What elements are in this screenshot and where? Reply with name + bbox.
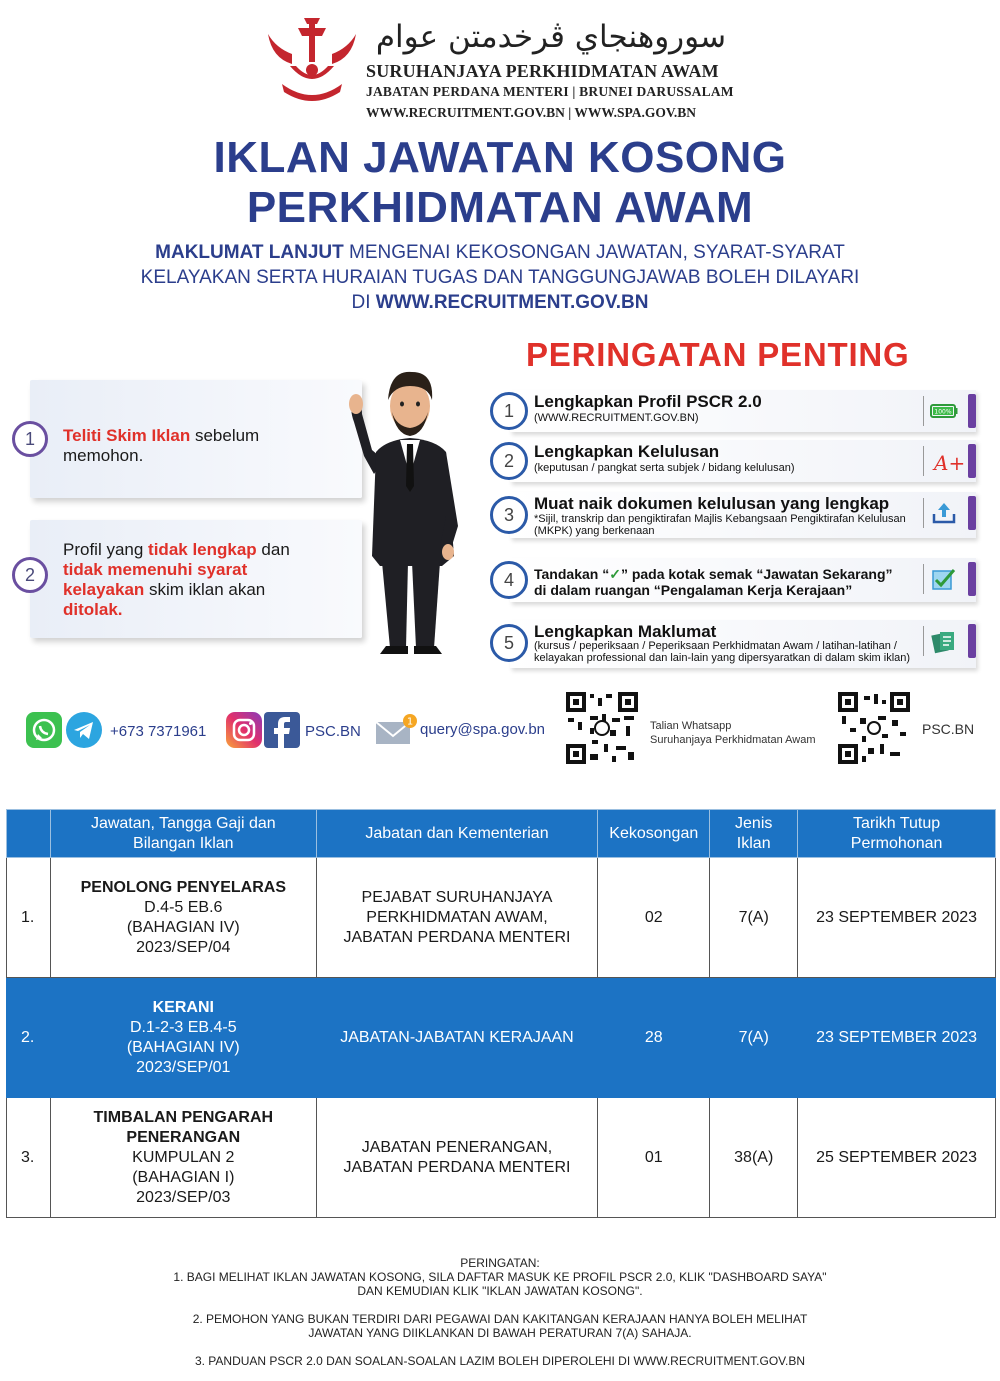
subtitle-url: WWW.RECRUITMENT.GOV.BN xyxy=(375,292,649,313)
tip-2-text-b: dan xyxy=(256,540,290,559)
footer-note-2b: JAWATAN YANG DIIKLANKAN DI BAWAH PERATURAN 7(A) SAHAJA. xyxy=(308,1326,692,1340)
warning-number-2: 2 xyxy=(490,442,528,480)
header-closing-line2: Permohonan xyxy=(850,834,943,852)
warning-item-4-line2: di dalam ruangan “Pengalaman Kerja Kerajaan” xyxy=(534,582,853,598)
row-number: 2. xyxy=(7,978,51,1098)
warning-item-1-detail: (WWW.RECRUITMENT.GOV.BN) xyxy=(534,412,699,424)
documents-icon xyxy=(930,628,958,654)
closing-date-cell: 23 SEPTEMBER 2023 xyxy=(798,978,996,1098)
department-line3: JABATAN PERDANA MENTERI xyxy=(343,928,571,946)
warning-item-3 xyxy=(510,492,976,538)
closing-date-cell: 23 SEPTEMBER 2023 xyxy=(798,858,996,978)
whatsapp-icon[interactable] xyxy=(26,712,62,748)
footer-note-3: 3. PANDUAN PSCR 2.0 DAN SOALAN-SOALAN LAZIM BOLEH DIPEROLEHI DI WWW.RECRUITMENT.GOV.BN xyxy=(194,1354,806,1368)
divider xyxy=(923,626,924,656)
warning-number-1: 1 xyxy=(490,392,528,430)
ad-reference: 2023/SEP/04 xyxy=(136,938,231,956)
position-cell xyxy=(50,858,316,978)
email-icon[interactable] xyxy=(374,712,416,748)
subtitle-line3 xyxy=(0,290,1000,315)
org-department: JABATAN PERDANA MENTERI | BRUNEI DARUSSALAM xyxy=(366,84,734,99)
divider xyxy=(923,564,924,594)
department-line2: JABATAN PERDANA MENTERI xyxy=(343,1158,571,1176)
battery-label: 100% xyxy=(934,408,952,416)
subtitle-bold: MAKLUMAT LANJUT xyxy=(155,242,344,263)
position-cell xyxy=(50,1098,316,1218)
subtitle-line1 xyxy=(0,240,1000,265)
accent-bar xyxy=(968,562,976,596)
salary-scale: KUMPULAN 2 xyxy=(132,1148,235,1166)
footer-heading: PERINGATAN: xyxy=(460,1256,540,1270)
tip-text-2 xyxy=(63,540,290,620)
department-cell xyxy=(316,1098,598,1218)
grade-label: A+ xyxy=(934,451,966,475)
vacancies-cell: 02 xyxy=(598,858,710,978)
checkbox-icon xyxy=(930,566,958,592)
warning-number-5: 5 xyxy=(490,624,528,662)
closing-date-cell: 25 SEPTEMBER 2023 xyxy=(798,1098,996,1218)
qr-whatsapp-caption xyxy=(650,719,816,747)
footer-note-1b: DAN KEMUDIAN KLIK "IKLAN JAWATAN KOSONG". xyxy=(357,1284,643,1298)
org-name-jawi: سوروهنجاي ڤرخدمتن عوام xyxy=(375,19,727,55)
telegram-icon[interactable] xyxy=(66,712,102,748)
position-name: PENOLONG PENYELARAS xyxy=(80,878,286,896)
header-ad-type-line1: Jenis xyxy=(735,814,773,832)
subtitle-line2: KELAYAKAN SERTA HURAIAN TUGAS DAN TANGGUNGJAWAB BOLEH DILAYARI xyxy=(140,267,860,288)
footer-note-1a: 1. BAGI MELIHAT IKLAN JAWATAN KOSONG, SILA DAFTAR MASUK KE PROFIL PSCR 2.0, KLIK "DASHBOARD SAYA" xyxy=(173,1270,827,1284)
facebook-icon[interactable] xyxy=(264,712,300,748)
vacancy-table xyxy=(6,809,996,1218)
warning-item-5-heading: Lengkapkan Maklumat xyxy=(534,622,717,641)
warning-item-4 xyxy=(510,558,976,602)
page-title-line2: PERKHIDMATAN AWAM xyxy=(246,183,754,232)
accent-bar xyxy=(968,444,976,478)
email-address[interactable]: query@spa.gov.bn xyxy=(420,721,546,738)
tip-text-1 xyxy=(63,426,259,466)
warning-item-2-detail: (keputusan / pangkat serta subjek / bidang kelulusan) xyxy=(534,462,795,474)
accent-bar xyxy=(968,496,976,530)
header-position-line2: Bilangan Iklan xyxy=(133,834,234,852)
table-row xyxy=(7,978,996,1098)
warning-item-4-head-b: ” pada kotak semak “Jawatan Sekarang” xyxy=(620,566,893,582)
row-number: 1. xyxy=(7,858,51,978)
vacancies-cell: 28 xyxy=(598,978,710,1098)
header-number xyxy=(7,810,51,858)
warning-item-4-head-a: Tandakan “ xyxy=(534,566,610,582)
header-vacancies: Kekosongan xyxy=(598,810,710,858)
department-cell xyxy=(316,858,598,978)
tip-2-highlight-a: tidak lengkap xyxy=(148,540,257,559)
tip-2-text-a: Profil yang xyxy=(63,540,149,559)
warning-item-2-heading: Lengkapkan Kelulusan xyxy=(534,442,720,461)
tip-2-highlight-c: kelayakan xyxy=(63,580,145,599)
tip-2-highlight-b: tidak memenuhi syarat xyxy=(63,560,248,579)
tip-number-2: 2 xyxy=(12,557,48,593)
header-closing-date xyxy=(798,810,996,858)
tip-2-text-c: skim iklan akan xyxy=(144,580,266,599)
department-line1: JABATAN PENERANGAN, xyxy=(361,1138,553,1156)
ad-reference: 2023/SEP/01 xyxy=(136,1058,231,1076)
division: (BAHAGIAN I) xyxy=(132,1168,235,1186)
position-cell xyxy=(50,978,316,1098)
warning-item-3-detail-1: *Sijil, transkrip dan pengiktirafan Majlis Kebangsaan Pengiktirafan Kelulusan xyxy=(534,513,906,525)
warning-item-5-detail-2: kelayakan professional dan lain-lain yang dipersyaratkan di dalam skim iklan) xyxy=(534,652,911,664)
psc-qr-code[interactable] xyxy=(838,692,910,764)
position-name-line2: PENERANGAN xyxy=(126,1128,241,1146)
ad-type-cell: 38(A) xyxy=(710,1098,798,1218)
social-handle[interactable]: PSC.BN xyxy=(305,723,361,740)
header-block xyxy=(366,14,736,124)
header-ad-type-line2: Iklan xyxy=(736,834,771,852)
department-line2: PERKHIDMATAN AWAM, xyxy=(366,908,548,926)
header-position-line1: Jawatan, Tangga Gaji dan xyxy=(90,814,276,832)
qr-psc-caption: PSC.BN xyxy=(922,721,975,737)
vacancies-cell: 01 xyxy=(598,1098,710,1218)
divider xyxy=(923,446,924,476)
divider xyxy=(923,498,924,528)
tip-2-highlight-d: ditolak. xyxy=(63,600,123,619)
department-line1: PEJABAT SURUHANJAYA xyxy=(361,888,553,906)
instagram-icon[interactable] xyxy=(226,712,262,748)
upload-icon xyxy=(930,500,958,526)
tip-1-text-b: memohon. xyxy=(63,446,144,465)
warning-item-5-detail-1: (kursus / peperiksaan / Peperiksaan Perkhidmatan Awam / latihan-latihan / xyxy=(534,640,897,652)
table-header-row xyxy=(7,810,996,858)
header-department: Jabatan dan Kementerian xyxy=(316,810,598,858)
page-title-line1: IKLAN JAWATAN KOSONG xyxy=(213,133,787,182)
grade-a-plus-icon xyxy=(930,448,966,475)
division: (BAHAGIAN IV) xyxy=(126,1038,240,1056)
org-urls: WWW.RECRUITMENT.GOV.BN | WWW.SPA.GOV.BN xyxy=(366,105,697,120)
email-badge-count: 1 xyxy=(406,716,414,728)
salary-scale: D.1-2-3 EB.4-5 xyxy=(129,1018,237,1036)
ad-type-cell: 7(A) xyxy=(710,978,798,1098)
salary-scale: D.4-5 EB.6 xyxy=(144,898,223,916)
header-closing-line1: Tarikh Tutup xyxy=(853,814,941,832)
subtitle-rest: MENGENAI KEKOSONGAN JAWATAN, SYARAT-SYARAT xyxy=(343,242,845,263)
whatsapp-qr-code[interactable] xyxy=(566,692,638,764)
warning-item-1 xyxy=(510,390,976,432)
warning-item-3-heading: Muat naik dokumen kelulusan yang lengkap xyxy=(534,494,890,513)
ad-type-cell: 7(A) xyxy=(710,858,798,978)
header-position xyxy=(50,810,316,858)
accent-bar xyxy=(968,624,976,658)
divider xyxy=(923,396,924,426)
warning-number-3: 3 xyxy=(490,496,528,534)
position-name: TIMBALAN PENGARAH xyxy=(93,1108,274,1126)
warning-item-1-heading: Lengkapkan Profil PSCR 2.0 xyxy=(534,392,762,411)
warning-item-5 xyxy=(510,620,976,668)
footer-note-2a: 2. PEMOHON YANG BUKAN TERDIRI DARI PEGAWAI DAN KAKITANGAN KERAJAAN HANYA BOLEH MELIHAT xyxy=(192,1312,808,1326)
division: (BAHAGIAN IV) xyxy=(126,918,240,936)
department-cell: JABATAN-JABATAN KERAJAAN xyxy=(316,978,598,1098)
header-ad-type xyxy=(710,810,798,858)
battery-full-icon xyxy=(930,398,958,424)
qr-caption-line2: Suruhanjaya Perkhidmatan Awam xyxy=(650,734,816,746)
org-name: SURUHANJAYA PERKHIDMATAN AWAM xyxy=(366,61,719,81)
accent-bar xyxy=(968,394,976,428)
row-number: 3. xyxy=(7,1098,51,1218)
warning-item-2 xyxy=(510,440,976,482)
warning-item-3-detail-2: (MKPK) yang berkenaan xyxy=(534,525,655,537)
businessman-illustration xyxy=(346,356,476,656)
qr-caption-line1: Talian Whatsapp xyxy=(650,720,732,732)
tick-icon: ✓ xyxy=(609,566,621,582)
table-row xyxy=(7,1098,996,1218)
tip-number-1: 1 xyxy=(12,421,48,457)
tip-1-highlight: Teliti Skim Iklan xyxy=(63,426,191,445)
tip-1-text-a: sebelum xyxy=(190,426,260,445)
warning-number-4: 4 xyxy=(490,561,528,599)
important-warning-title: PERINGATAN PENTING xyxy=(526,336,910,373)
ad-reference: 2023/SEP/03 xyxy=(136,1188,231,1206)
brunei-crest-logo xyxy=(262,14,362,106)
subtitle-prefix: DI xyxy=(351,292,376,313)
table-row xyxy=(7,858,996,978)
phone-number[interactable]: +673 7371961 xyxy=(110,723,207,740)
position-name: KERANI xyxy=(152,998,214,1016)
